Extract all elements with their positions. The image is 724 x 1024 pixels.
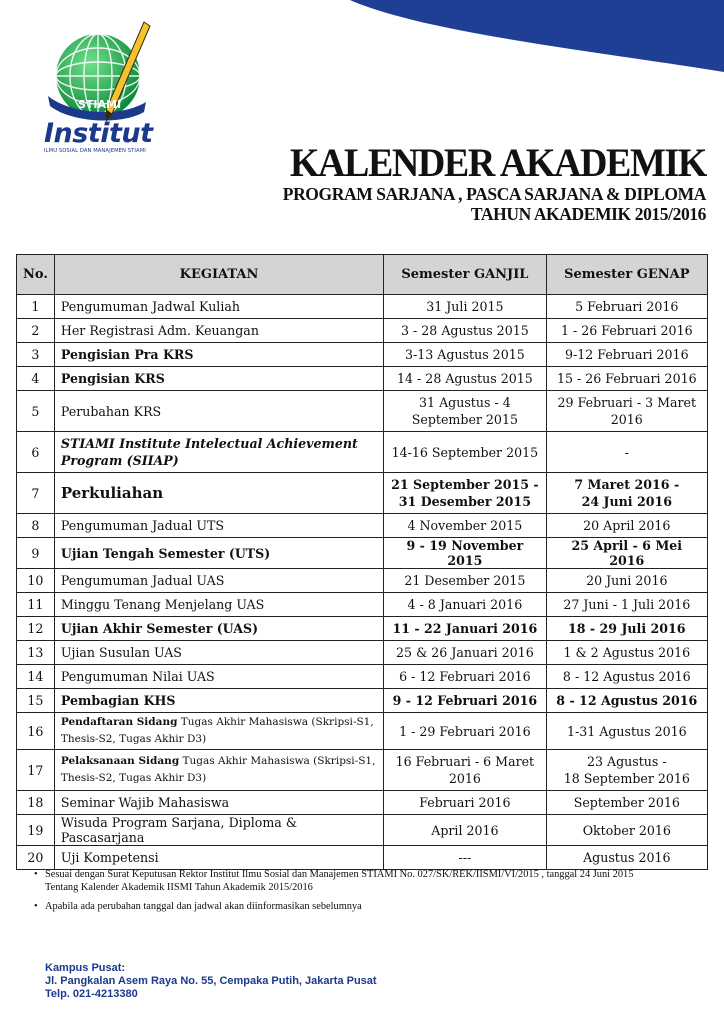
row-ganjil: ---	[384, 846, 546, 870]
table-row	[17, 367, 708, 391]
table-row	[17, 569, 708, 593]
header-ganjil: Semester GANJIL	[384, 255, 546, 295]
table-row	[17, 319, 708, 343]
table-row	[17, 791, 708, 815]
footer-phone: Telp. 021-4213380	[45, 988, 138, 1000]
row-ganjil: 6 - 12 Februari 2016	[384, 665, 546, 689]
row-genap-line: 7 Maret 2016 -	[574, 477, 680, 492]
academic-year: TAHUN AKADEMIK 2015/2016	[470, 204, 706, 224]
table-row	[17, 432, 708, 473]
row-kegiatan-line: STIAMI Institute Intelectual Achievement	[60, 436, 358, 451]
row-ganjil: April 2016	[384, 815, 546, 846]
row-ganjil: 25 & 26 Januari 2016	[384, 641, 546, 665]
logo-subtitle: ILMU SOSIAL DAN MANAJEMEN STIAMI	[44, 148, 146, 154]
row-ganjil: 21 Desember 2015	[384, 569, 546, 593]
header-no: No.	[17, 255, 55, 295]
row-no: 4	[17, 367, 55, 391]
row-kegiatan: Pengumuman Jadual UTS	[54, 514, 383, 538]
bullet-icon: •	[34, 869, 38, 880]
footer-address: Jl. Pangkalan Asem Raya No. 55, Cempaka Putih, Jakarta Pusat	[45, 975, 377, 987]
row-kegiatan-rest: Tugas Akhir Mahasiswa (Skripsi-S1,	[179, 755, 376, 767]
row-kegiatan-line: Thesis-S2, Tugas Akhir D3)	[60, 772, 207, 784]
row-kegiatan-bold: Pendaftaran Sidang	[60, 716, 178, 728]
row-ganjil: 9 - 19 November 2015	[384, 538, 546, 569]
row-genap	[546, 750, 707, 791]
row-ganjil: 14 - 28 Agustus 2015	[384, 367, 546, 391]
row-kegiatan: Perubahan KRS	[54, 391, 383, 432]
program-subtitle: PROGRAM SARJANA , PASCA SARJANA & DIPLOMA	[282, 184, 706, 204]
row-genap	[546, 473, 707, 514]
row-ganjil: 4 - 8 Januari 2016	[384, 593, 546, 617]
row-ganjil: 9 - 12 Februari 2016	[384, 689, 546, 713]
table-row	[17, 815, 708, 846]
table-header-row	[17, 255, 708, 295]
row-kegiatan-line: Program (SIIAP)	[60, 453, 179, 468]
row-kegiatan-line	[61, 714, 377, 731]
row-kegiatan: Uji Kompetensi	[54, 846, 383, 870]
row-genap: 1-31 Agustus 2016	[546, 713, 707, 750]
globe-with-pen-icon	[40, 18, 170, 128]
row-no: 3	[17, 343, 55, 367]
table-row	[17, 593, 708, 617]
row-kegiatan: Pengisian KRS	[54, 367, 383, 391]
row-genap: 18 - 29 Juli 2016	[546, 617, 707, 641]
table-row	[17, 641, 708, 665]
row-ganjil: 3 - 28 Agustus 2015	[384, 319, 546, 343]
row-ganjil: Februari 2016	[384, 791, 546, 815]
row-genap: 1 - 26 Februari 2016	[546, 319, 707, 343]
row-genap: 20 Juni 2016	[546, 569, 707, 593]
row-genap-line: 2016	[610, 412, 643, 427]
row-kegiatan: Pengisian Pra KRS	[54, 343, 383, 367]
header-genap: Semester GENAP	[546, 255, 707, 295]
table-row	[17, 538, 708, 569]
note-line: Apabila ada perubahan tanggal dan jadwal akan diinformasikan sebelumnya	[45, 901, 362, 912]
row-kegiatan: Ujian Tengah Semester (UTS)	[54, 538, 383, 569]
row-ganjil: 1 - 29 Februari 2016	[384, 713, 546, 750]
row-no: 19	[17, 815, 55, 846]
row-kegiatan: Pengumuman Jadual UAS	[54, 569, 383, 593]
row-kegiatan-line	[61, 753, 377, 770]
table-row	[17, 750, 708, 791]
row-no: 5	[17, 391, 55, 432]
row-ganjil	[384, 750, 546, 791]
table-row	[17, 514, 708, 538]
notes	[34, 868, 704, 919]
row-kegiatan: Seminar Wajib Mahasiswa	[54, 791, 383, 815]
row-kegiatan: Perkuliahan	[54, 473, 383, 514]
table-row	[17, 617, 708, 641]
title-block	[268, 142, 706, 224]
row-ganjil	[384, 473, 546, 514]
note-line: Tentang Kalender Akademik IISMI Tahun Akademik 2015/2016	[45, 882, 313, 893]
row-no: 7	[17, 473, 55, 514]
row-kegiatan-rest: Tugas Akhir Mahasiswa (Skripsi-S1,	[177, 716, 374, 728]
row-kegiatan-line: Thesis-S2, Tugas Akhir D3)	[60, 733, 207, 745]
row-genap	[546, 391, 707, 432]
row-kegiatan: Wisuda Program Sarjana, Diploma & Pascasarjana	[54, 815, 383, 846]
table-row	[17, 473, 708, 514]
row-genap: Oktober 2016	[546, 815, 707, 846]
row-genap-line: 18 September 2016	[563, 771, 690, 786]
row-genap: 8 - 12 Agustus 2016	[546, 665, 707, 689]
page-title: KALENDER AKADEMIK	[290, 140, 706, 185]
row-genap-line: 29 Februari - 3 Maret	[557, 395, 697, 410]
row-no: 8	[17, 514, 55, 538]
note-item	[34, 900, 704, 913]
row-ganjil-line: 2016	[448, 771, 481, 786]
row-ganjil: 11 - 22 Januari 2016	[384, 617, 546, 641]
table-row	[17, 343, 708, 367]
row-ganjil: 14-16 September 2015	[384, 432, 546, 473]
row-no: 12	[17, 617, 55, 641]
row-ganjil	[384, 391, 546, 432]
bullet-icon: •	[34, 901, 38, 912]
row-no: 11	[17, 593, 55, 617]
row-no: 16	[17, 713, 55, 750]
row-ganjil-line: 21 September 2015 -	[391, 477, 539, 492]
row-genap: -	[546, 432, 707, 473]
row-no: 9	[17, 538, 55, 569]
row-kegiatan: Ujian Susulan UAS	[54, 641, 383, 665]
row-genap: September 2016	[546, 791, 707, 815]
header-kegiatan: KEGIATAN	[54, 255, 383, 295]
row-no: 2	[17, 319, 55, 343]
row-genap-line: 24 Juni 2016	[581, 494, 672, 509]
row-genap: 20 April 2016	[546, 514, 707, 538]
row-ganjil: 4 November 2015	[384, 514, 546, 538]
row-kegiatan	[54, 432, 383, 473]
logo-ribbon-text: STIAMI	[78, 98, 122, 111]
row-kegiatan: Pembagian KHS	[54, 689, 383, 713]
row-no: 14	[17, 665, 55, 689]
row-genap: 1 & 2 Agustus 2016	[546, 641, 707, 665]
row-kegiatan: Ujian Akhir Semester (UAS)	[54, 617, 383, 641]
table-row	[17, 665, 708, 689]
note-line: Sesuai dengan Surat Keputusan Rektor Institut Ilmu Sosial dan Manajemen STIAMI No. 027/SK/REK/IISMI/VI/2015 , tanggal 24 Juni 2015	[45, 869, 634, 880]
row-genap: 8 - 12 Agustus 2016	[546, 689, 707, 713]
logo-text	[44, 120, 174, 154]
table-row	[17, 689, 708, 713]
row-genap: 5 Februari 2016	[546, 295, 707, 319]
row-no: 6	[17, 432, 55, 473]
campus-footer	[45, 962, 377, 1001]
row-kegiatan: Minggu Tenang Menjelang UAS	[54, 593, 383, 617]
row-genap: Agustus 2016	[546, 846, 707, 870]
row-no: 18	[17, 791, 55, 815]
row-kegiatan	[54, 713, 383, 750]
row-ganjil-line: 16 Februari - 6 Maret	[395, 754, 535, 769]
row-no: 13	[17, 641, 55, 665]
table-row	[17, 391, 708, 432]
row-kegiatan	[54, 750, 383, 791]
row-no: 17	[17, 750, 55, 791]
row-kegiatan: Pengumuman Jadwal Kuliah	[54, 295, 383, 319]
row-kegiatan: Pengumuman Nilai UAS	[54, 665, 383, 689]
row-kegiatan-bold: Pelaksanaan Sidang	[60, 755, 180, 767]
row-no: 15	[17, 689, 55, 713]
footer-label: Kampus Pusat:	[45, 962, 126, 974]
row-ganjil: 3-13 Agustus 2015	[384, 343, 546, 367]
table-row	[17, 713, 708, 750]
row-no: 10	[17, 569, 55, 593]
row-ganjil-line: September 2015	[411, 412, 518, 427]
row-ganjil-line: 31 Desember 2015	[398, 494, 531, 509]
row-no: 20	[17, 846, 55, 870]
row-genap: 15 - 26 Februari 2016	[546, 367, 707, 391]
academic-calendar-table	[16, 254, 708, 870]
row-genap: 9-12 Februari 2016	[546, 343, 707, 367]
row-ganjil: 31 Juli 2015	[384, 295, 546, 319]
note-item	[34, 868, 704, 894]
row-ganjil-line: 31 Agustus - 4	[419, 395, 511, 410]
row-genap-line: 23 Agustus -	[586, 754, 667, 769]
table-row	[17, 846, 708, 870]
row-no: 1	[17, 295, 55, 319]
row-genap: 27 Juni - 1 Juli 2016	[546, 593, 707, 617]
row-genap: 25 April - 6 Mei 2016	[546, 538, 707, 569]
logo-brand: Institut	[44, 118, 153, 149]
row-kegiatan: Her Registrasi Adm. Keuangan	[54, 319, 383, 343]
table-row	[17, 295, 708, 319]
